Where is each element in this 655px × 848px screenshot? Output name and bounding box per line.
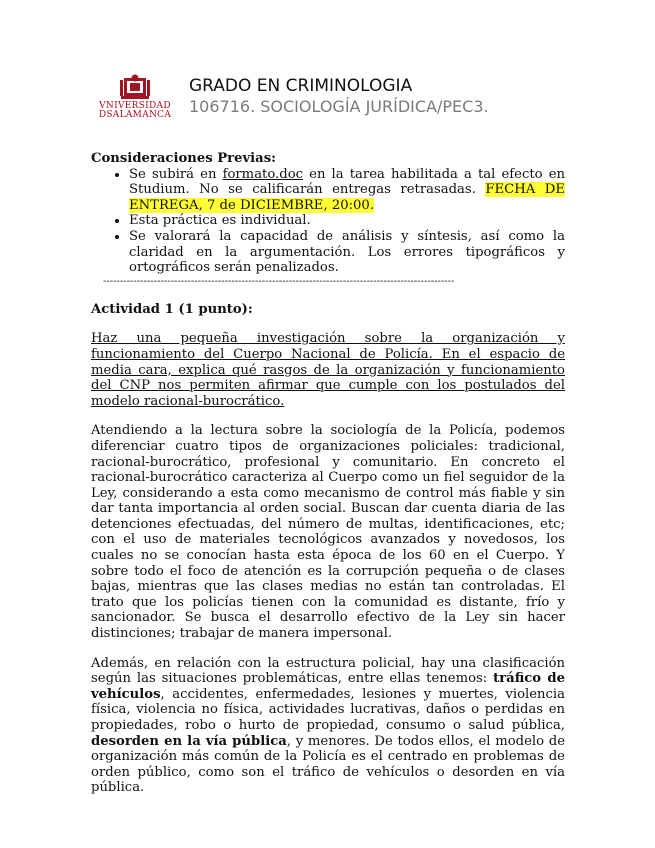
bullet3-text: Se valorará la capacidad de análisis y síntesis, así como la claridad en la argumentación. Los errores tipográficos y ortográficos serán penalizados.	[129, 228, 565, 276]
para2-text-c: , accidentes, enfermedades, lesiones y muertes, violencia física, violencia no física, actividades lucrativas, daños o perdidas en propiedades, robo o hurto de propiedad, consumo o salud pública,	[91, 686, 565, 733]
list-item	[129, 167, 565, 214]
para2-text-a: Además, en relación con la estructura policial, hay una clasificación según las situaciones problemáticas, entre ellas tenemos:	[91, 655, 565, 687]
document-body	[91, 151, 565, 796]
university-logo	[93, 74, 177, 126]
university-crest-icon	[118, 74, 152, 102]
logo-text-line1: VNIVERSIDAD	[99, 101, 171, 111]
list-item	[129, 229, 565, 276]
list-item	[129, 213, 565, 229]
bullet1-text-cont: en la tarea habilitada a tal efecto en Studium. No se calificarán entregas retrasadas.	[129, 166, 565, 198]
degree-title: GRADO EN CRIMINOLOGIA	[189, 76, 413, 96]
para2-bold-traffic: tráfico de vehículos	[91, 671, 565, 702]
para2-bold-disorder: desorden en la vía pública	[91, 733, 287, 749]
para2-text-e: , y menores. De todos ellos, el modelo de organización más común de la Policía es el centrado en problemas de orden público, como son el tráfico de vehículos o desorden en vía pública.	[91, 733, 565, 796]
considerations-heading: Consideraciones Previas:	[91, 151, 277, 166]
document-header	[93, 74, 573, 128]
activity-title: Actividad 1 (1 punto):	[91, 301, 253, 317]
answer-paragraph-1: Atendiendo a la lectura sobre la sociología de la Policía, podemos diferenciar cuatro tipos de organizaciones policiales: tradicional, racional-burocrático, profesional y comunitario. En concreto el racional-burocrático caracteriza al Cuerpo como un fiel seguidor de la Ley, considerando a esta como mecanismo de control más fiable y sin dar tanta importancia al orden social. Buscan dar cuenta diaria de las detenciones efectuadas, del número de multas, identificaciones, etc; con el uso de materiales tecnológicos avanzados y novedosos, los cuales no se conocían hasta esta época de los 60 en el Cuerpo. Y sobre todo el foco de atención es la corrupción pequeña o de clases bajas, mientras que las clases medias no están tan controladas. El trato que los policías tienen con la comunidad es distante, frío y sancionador. Se busca el desarrollo efectivo de la Ley sin hacer distinciones; trabajar de manera impersonal.	[91, 423, 565, 642]
considerations-list	[91, 167, 565, 276]
header-titles	[189, 76, 489, 117]
logo-text-line2: DSALAMANCA	[98, 110, 172, 120]
activity-task: Haz una pequeña investigación sobre la organización y funcionamiento del Cuerpo Nacional de Policía. En el espacio de media cara, explica qué rasgos de la organización y funcionamiento del CNP nos permiten afirmar que cumple con los postulados del modelo racional-burocrático.	[91, 331, 565, 409]
answer-paragraph-2	[91, 656, 565, 796]
course-subtitle: 106716. SOCIOLOGÍA JURÍDICA/PEC3.	[189, 97, 489, 116]
deadline-highlight: FECHA DE ENTREGA, 7 de DICIEMBRE, 20:00.	[129, 182, 565, 213]
bullet1-text: Se subirá en	[129, 166, 223, 182]
bullet2-text: Esta práctica es individual.	[129, 213, 311, 229]
format-link[interactable]: formato.doc	[222, 166, 304, 182]
dashed-divider: --------------------------------------------------------------------------------------------------------	[103, 275, 455, 287]
